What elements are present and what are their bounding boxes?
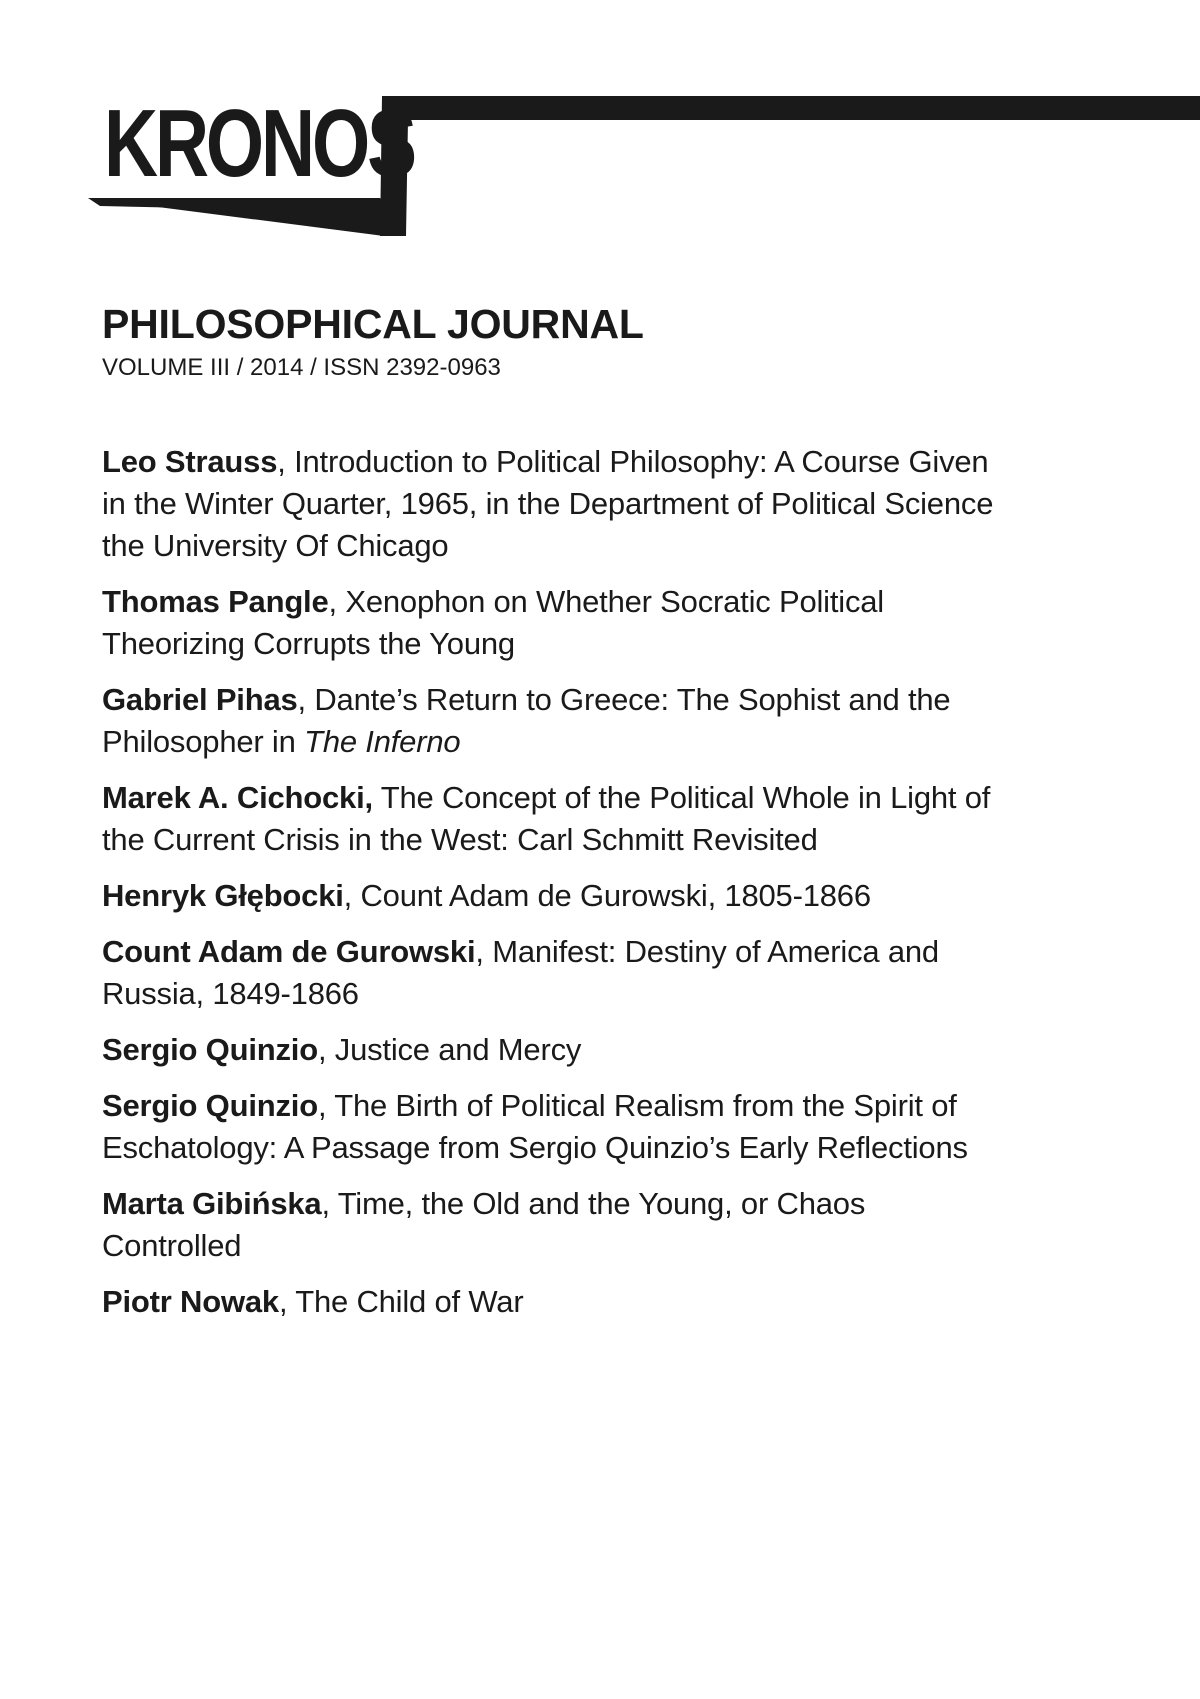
toc-author: Henryk Głębocki (102, 878, 344, 913)
toc-title: Introduction to Political Philosophy: A Course Given in the Winter Quarter, 1965, in the Department of Political Science the University Of Chicago (102, 444, 994, 563)
toc-title: The Birth of Political Realism from the Spirit of Eschatology: A Passage from Sergio Quinzio’s Early Reflections (102, 1088, 968, 1165)
toc-separator: , (317, 1088, 335, 1123)
toc-entry (102, 777, 1002, 861)
toc-separator: , (297, 682, 315, 717)
toc-entry (102, 1281, 1002, 1323)
toc-separator: , (328, 584, 346, 619)
toc-title-italic: The Inferno (304, 724, 461, 759)
journal-logo: KRONOS (104, 90, 414, 197)
toc-title: Count Adam de Gurowski, 1805-1866 (360, 878, 871, 913)
toc-separator: , (475, 934, 493, 969)
toc-title: Xenophon on Whether Socratic Political Theorizing Corrupts the Young (102, 584, 884, 661)
toc-separator: , (317, 1032, 335, 1067)
toc-author: Sergio Quinzio (102, 1032, 318, 1067)
masthead (0, 0, 1200, 260)
toc-entry (102, 441, 1002, 567)
toc-separator: , (321, 1186, 338, 1221)
toc-entry (102, 679, 1002, 763)
toc-entry (102, 581, 1002, 665)
toc-entry (102, 1085, 1002, 1169)
journal-subtitle: VOLUME III / 2014 / ISSN 2392-0963 (102, 354, 501, 381)
toc-separator: , (343, 878, 361, 913)
toc-author: Piotr Nowak (102, 1284, 279, 1319)
toc-entry (102, 1029, 1002, 1071)
toc-separator (373, 780, 381, 815)
journal-title: PHILOSOPHICAL JOURNAL (102, 301, 644, 347)
toc-author: Thomas Pangle (102, 584, 329, 619)
toc-separator: , (278, 1284, 296, 1319)
toc-title: The Child of War (295, 1284, 524, 1319)
masthead-top-bar (382, 96, 1200, 120)
toc-entry (102, 931, 1002, 1015)
toc-title: The Concept of the Political Whole in Light of the Current Crisis in the West: Carl Schmitt Revisited (102, 780, 991, 857)
toc-entry (102, 875, 1002, 917)
toc-title: Manifest: Destiny of America and Russia, 1849-1866 (102, 934, 939, 1011)
toc-author: Marek A. Cichocki, (102, 780, 373, 815)
toc-author: Gabriel Pihas (102, 682, 298, 717)
toc-author: Marta Gibińska (102, 1186, 322, 1221)
toc-author: Sergio Quinzio (102, 1088, 318, 1123)
toc-author: Leo Strauss (102, 444, 278, 479)
toc-entry (102, 1183, 1002, 1267)
toc-separator: , (277, 444, 295, 479)
toc-title: Justice and Mercy (334, 1032, 582, 1067)
table-of-contents (102, 441, 1002, 1337)
toc-author: Count Adam de Gurowski (102, 934, 476, 969)
toc-title: Dante’s Return to Greece: The Sophist and the Philosopher in (102, 682, 951, 759)
toc-title: Time, the Old and the Young, or Chaos Controlled (102, 1186, 866, 1263)
